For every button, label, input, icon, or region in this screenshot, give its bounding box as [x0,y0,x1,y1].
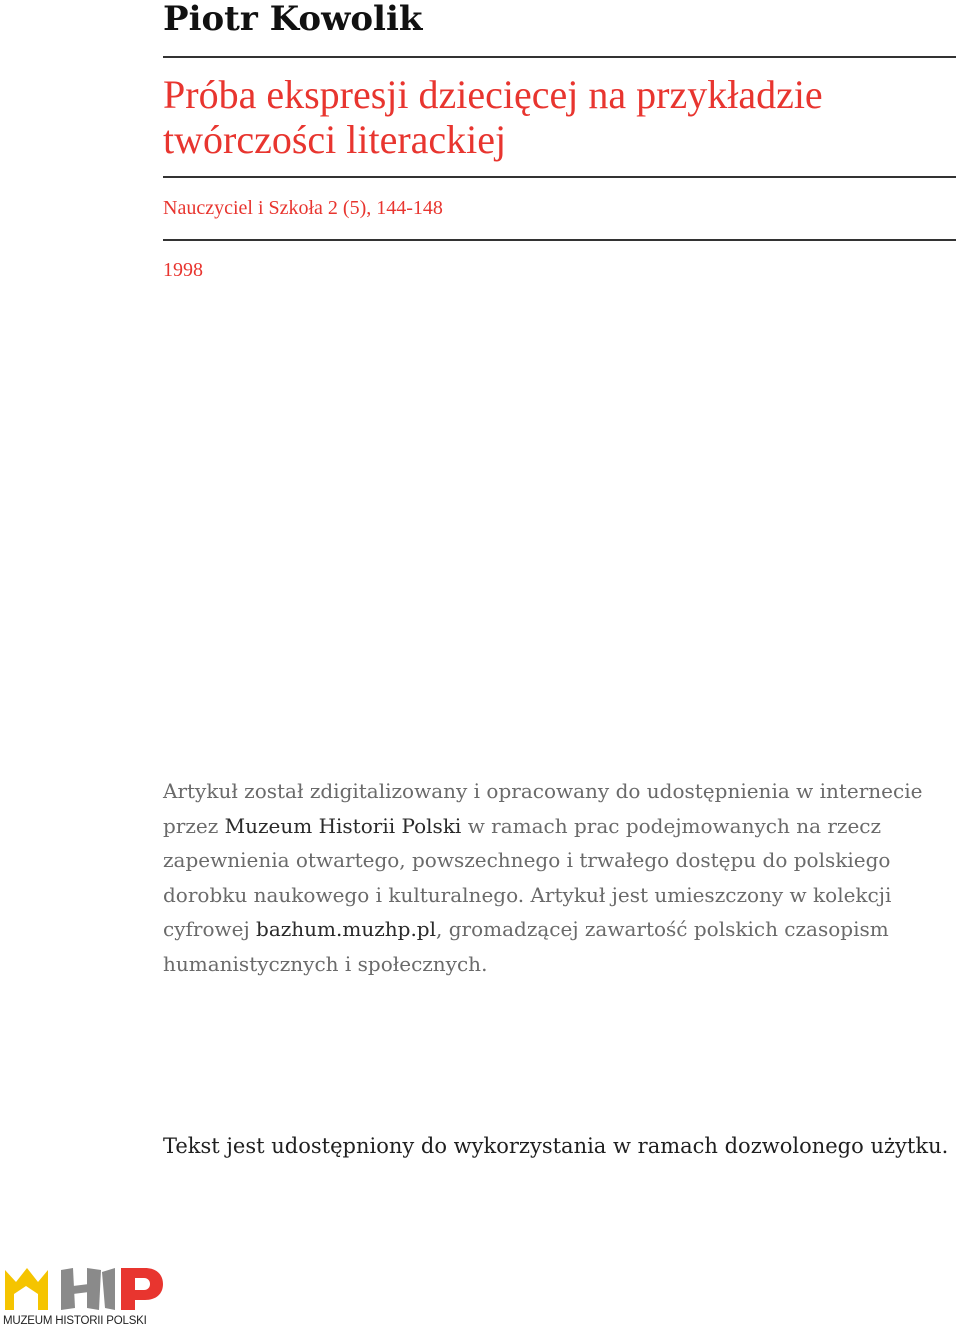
collection-site-link[interactable]: bazhum.muzhp.pl [256,917,437,941]
notice-text-3: , gromadzącej zawartość polskich czasopism humanistycznych i społecznych. [163,917,889,976]
notice-text-1: Artykuł został zdigitalizowany i opracowany do udostępnienia w internecie przez [163,779,923,838]
museum-logo [3,1264,165,1331]
divider-middle [163,176,956,178]
journal-citation: Nauczyciel i Szkoła 2 (5), 144-148 [163,197,443,219]
digitization-notice [163,774,958,981]
author-name: Piotr Kowolik [163,0,423,39]
article-title: Próba ekspresji dziecięcej na przykładzie twórczości literackiej [163,72,823,162]
logo-text: MUZEUM HISTORII POLSKI [3,1315,147,1327]
usage-notice: Tekst jest udostępniony do wykorzystania w ramach dozwolonego użytku. [163,1134,949,1158]
publication-year: 1998 [163,259,203,281]
divider-top [163,56,956,58]
museum-logo-icon [3,1264,165,1314]
divider-bottom [163,239,956,241]
notice-text-2: w ramach prac podejmowanych na rzecz zapewnienia otwartego, powszechnego i trwałego dostępu do polskiego dorobku naukowego i kulturalnego. Artykuł jest umieszczony w kolekcji cyfrowej [163,813,892,941]
museum-name: Muzeum Historii Polski [224,813,462,838]
